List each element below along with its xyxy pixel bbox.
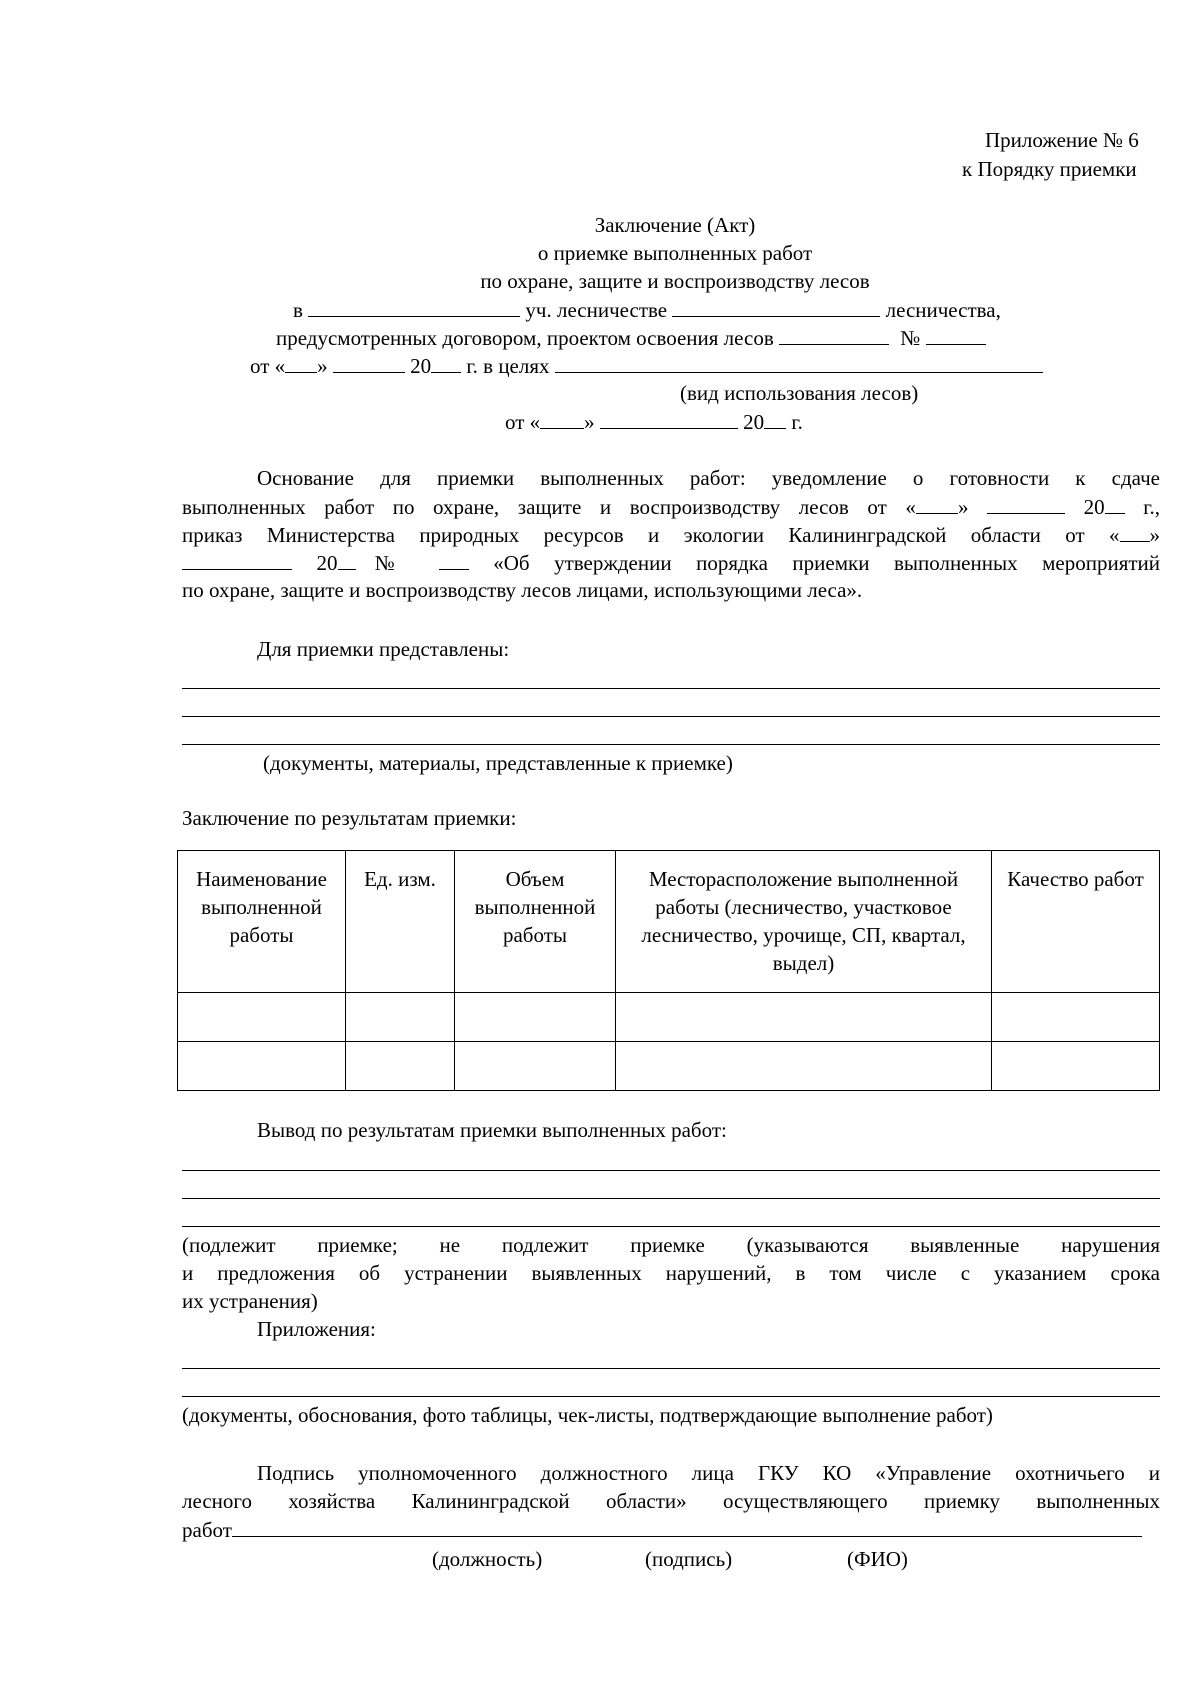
order-month-blank[interactable] — [182, 549, 292, 570]
header-quality: Качество работ — [992, 851, 1160, 993]
table-cell[interactable] — [455, 993, 616, 1042]
contract-line — [276, 324, 986, 351]
order-year-blank[interactable] — [338, 549, 356, 570]
table-cell[interactable] — [616, 993, 992, 1042]
basis-line-5 — [182, 577, 1160, 603]
signature-line-1 — [257, 1460, 1160, 1486]
table-header-row — [178, 851, 1160, 993]
contract-text: предусмотренных договором, проектом освоения лесов — [276, 326, 774, 350]
verdict-hint-text-1: (подлежит приемке; не подлежит приемке (указываются выявленные нарушения — [182, 1233, 1160, 1257]
table-cell[interactable] — [992, 993, 1160, 1042]
forestry-line — [293, 296, 1001, 323]
year-suffix: г. — [791, 410, 803, 434]
conclusion-label: Заключение по результатам приемки: — [182, 806, 517, 830]
table-row — [178, 1042, 1160, 1091]
verdict-line-1[interactable] — [182, 1170, 1160, 1171]
table-cell[interactable] — [346, 1042, 455, 1091]
basis-text-3b: » — [1149, 523, 1160, 547]
attachments-label: Приложения: — [257, 1317, 376, 1341]
contract-blank[interactable] — [779, 324, 889, 345]
signature-text-1: Подпись уполномоченного должностного лица ГКУ КО «Управление охотничьего и — [257, 1461, 1160, 1485]
documents-label: Для приемки представлены: — [257, 637, 510, 661]
verdict-hint-2 — [182, 1260, 1160, 1286]
basis-line-3 — [182, 521, 1160, 548]
table-row — [178, 993, 1160, 1042]
signature-line-3 — [182, 1516, 1142, 1543]
verdict-hint-1 — [182, 1232, 1160, 1258]
basis-text-2b: » — [957, 495, 969, 519]
from-prefix-2: от « — [505, 410, 541, 434]
signature-text-3: работ — [182, 1518, 232, 1542]
basis-text-4b: № — [355, 551, 415, 575]
district-name-blank[interactable] — [672, 296, 880, 317]
basis-text-2d: г., — [1143, 495, 1161, 519]
month-blank[interactable] — [333, 352, 405, 373]
documents-hint: (документы, материалы, представленные к приемке) — [263, 751, 733, 775]
attachments-hint: (документы, обоснования, фото таблицы, чек-листы, подтверждающие выполнение работ) — [182, 1403, 993, 1427]
quote-close: » — [317, 354, 328, 378]
documents-line-2[interactable] — [182, 716, 1160, 717]
verdict-label: Вывод по результатам приемки выполненных работ: — [257, 1118, 727, 1142]
position-label: (должность) — [432, 1547, 543, 1571]
header-location: Месторасположение выполненной работы (лесничество, участковое лесничество, урочище, СП, квартал, выдел) — [616, 851, 992, 993]
table-cell[interactable] — [178, 993, 346, 1042]
header-volume: Объем выполненной работы — [455, 851, 616, 993]
signature-text-2: лесного хозяйства Калининградской области» осуществляющего приемку выполненных — [182, 1489, 1160, 1513]
table-cell[interactable] — [178, 1042, 346, 1091]
documents-line-3[interactable] — [182, 744, 1160, 745]
appendix-reference: к Порядку приемки — [962, 157, 1137, 181]
second-date-line — [505, 408, 803, 435]
basis-text-4a: 20 — [316, 551, 338, 575]
name-label: (ФИО) — [847, 1547, 908, 1571]
in-prefix: в — [293, 298, 303, 322]
verdict-line-3[interactable] — [182, 1226, 1160, 1227]
verdict-hint-text-2: и предложения об устранении выявленных нарушений, в том числе с указанием срока — [182, 1261, 1160, 1285]
header-work-name: Наименование выполненной работы — [178, 851, 346, 993]
document-subtitle-2: по охране, защите и воспроизводству лесов — [480, 269, 870, 293]
signature-blank[interactable] — [232, 1516, 1142, 1537]
order-number-blank[interactable] — [439, 549, 469, 570]
year-prefix: 20 — [410, 354, 432, 378]
from-prefix: от « — [250, 354, 286, 378]
day-blank-2[interactable] — [540, 408, 584, 429]
district-label: уч. лесничестве — [525, 298, 668, 322]
basis-text-5: по охране, защите и воспроизводству лесов лицами, использующими леса». — [182, 578, 863, 602]
verdict-line-2[interactable] — [182, 1198, 1160, 1199]
basis-month-blank[interactable] — [987, 493, 1065, 514]
quote-close-2: » — [584, 410, 595, 434]
date-purpose-line — [250, 352, 1043, 379]
basis-text-4c: «Об утверждении порядка приемки выполненных мероприятий — [493, 551, 1161, 575]
attachments-line-1[interactable] — [182, 1368, 1160, 1369]
forestry-label: лесничества, — [885, 298, 1001, 322]
basis-year-blank[interactable] — [1105, 493, 1125, 514]
month-blank-2[interactable] — [600, 408, 738, 429]
verdict-hint-3: их устранения) — [182, 1289, 318, 1313]
basis-day-blank[interactable] — [916, 493, 958, 514]
basis-text-2a: выполненных работ по охране, защите и воспроизводству лесов от « — [182, 495, 916, 519]
contract-number-blank[interactable] — [926, 324, 986, 345]
year-blank-2[interactable] — [764, 408, 786, 429]
sign-label: (подпись) — [645, 1547, 733, 1571]
purpose-label: г. в целях — [466, 354, 550, 378]
basis-text-2c: 20 — [1083, 495, 1105, 519]
attachments-line-2[interactable] — [182, 1396, 1160, 1397]
basis-line-1 — [257, 465, 1160, 491]
document-title: Заключение (Акт) — [594, 213, 756, 237]
basis-line-2 — [182, 493, 1160, 520]
district-blank[interactable] — [308, 296, 520, 317]
header-unit: Ед. изм. — [346, 851, 455, 993]
usage-hint: (вид использования лесов) — [680, 381, 919, 405]
table-cell[interactable] — [616, 1042, 992, 1091]
appendix-number: Приложение № 6 — [985, 128, 1139, 152]
table-cell[interactable] — [455, 1042, 616, 1091]
document-subtitle: о приемке выполненных работ — [537, 241, 813, 265]
basis-text-3a: приказ Министерства природных ресурсов и экологии Калининградской области от « — [182, 523, 1120, 547]
number-sign: № — [900, 326, 921, 350]
results-table — [177, 850, 1160, 1091]
day-blank[interactable] — [285, 352, 317, 373]
year-prefix-2: 20 — [743, 410, 765, 434]
table-cell[interactable] — [992, 1042, 1160, 1091]
signature-line-2 — [182, 1488, 1160, 1514]
documents-line-1[interactable] — [182, 688, 1160, 689]
basis-text-1: Основание для приемки выполненных работ: уведомление о готовности к сдаче — [257, 466, 1160, 490]
table-cell[interactable] — [346, 993, 455, 1042]
basis-line-4 — [182, 549, 1160, 576]
order-day-blank[interactable] — [1120, 521, 1150, 542]
year-blank[interactable] — [431, 352, 461, 373]
purpose-blank[interactable] — [555, 352, 1043, 373]
